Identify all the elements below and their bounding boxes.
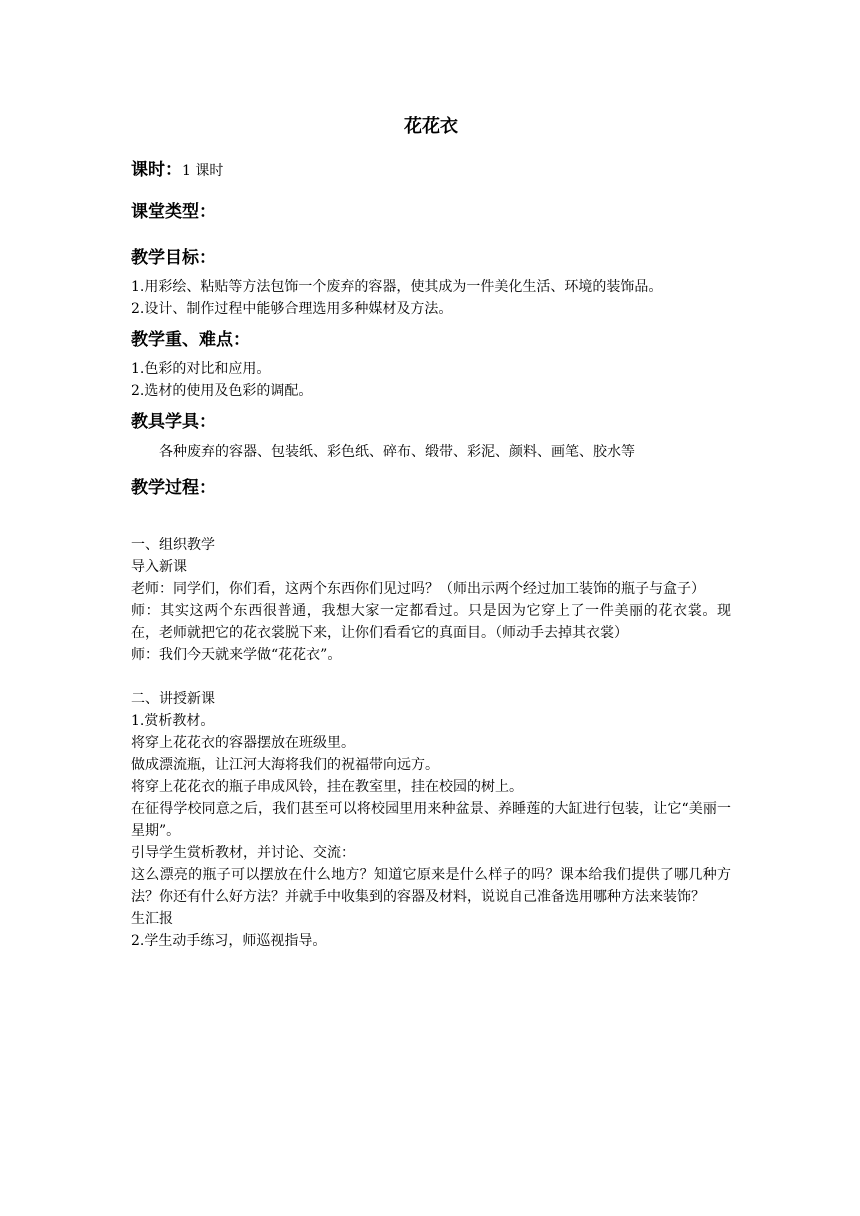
- materials-heading: 教具学具：: [131, 412, 216, 432]
- section-line: 1.赏析教材。: [131, 713, 215, 729]
- process-section-1: [131, 534, 731, 666]
- key-point-item: 2.选材的使用及色彩的调配。: [131, 383, 313, 399]
- key-point-item: 1.色彩的对比和应用。: [131, 361, 271, 377]
- objectives-heading: 教学目标：: [131, 248, 216, 268]
- section-line: 生汇报: [131, 911, 173, 927]
- section-line: 这么漂亮的瓶子可以摆放在什么地方？知道它原来是什么样子的吗？课本给我们提供了哪几种方法？你还有什么好方法？并就手中收集到的容器及材料，说说自己准备选用哪种方法来装饰？: [131, 867, 731, 905]
- class-type-heading: 课堂类型：: [131, 202, 216, 222]
- document-page: [131, 112, 731, 952]
- materials-text: 各种废弃的容器、包装纸、彩色纸、碎布、缎带、彩泥、颜料、画笔、胶水等: [159, 444, 635, 460]
- section-line: 师：其实这两个东西很普通，我想大家一定都看过。只是因为它穿上了一件美丽的花衣裳。现在，老师就把它的花衣裳脱下来，让你们看看它的真面目。（师动手去掉其衣裳）: [131, 603, 731, 641]
- class-hours-row: [131, 157, 731, 184]
- section-line: 导入新课: [131, 559, 187, 575]
- section-line: 将穿上花花衣的瓶子串成风铃，挂在教室里，挂在校园的树上。: [131, 779, 523, 795]
- key-points-heading: 教学重、难点：: [131, 330, 250, 350]
- class-hours-value: 1 课时: [182, 163, 224, 179]
- document-title: 花花衣: [404, 116, 458, 137]
- objectives-list: [131, 276, 731, 320]
- section-line: 老师：同学们，你们看，这两个东西你们见过吗？（师出示两个经过加工装饰的瓶子与盒子）: [131, 581, 705, 597]
- section-line: 2.学生动手练习，师巡视指导。: [131, 933, 327, 949]
- key-points-list: [131, 358, 731, 402]
- objective-item: 2.设计、制作过程中能够合理选用多种媒材及方法。: [131, 301, 453, 317]
- process-section-2: [131, 688, 731, 952]
- section-line: 师：我们今天就来学做“花花衣”。: [131, 647, 342, 663]
- process-heading: 教学过程：: [131, 478, 216, 498]
- section-line: 在征得学校同意之后，我们甚至可以将校园里用来种盆景、养睡莲的大缸进行包装，让它“美丽一星期”。: [131, 801, 731, 839]
- section-title: 一、组织教学: [131, 537, 215, 553]
- section-line: 做成漂流瓶，让江河大海将我们的祝福带向远方。: [131, 757, 439, 773]
- objective-item: 1.用彩绘、粘贴等方法包饰一个废弃的容器，使其成为一件美化生活、环境的装饰品。: [131, 279, 663, 295]
- class-hours-label: 课时：: [131, 160, 182, 180]
- section-line: 将穿上花花衣的容器摆放在班级里。: [131, 735, 355, 751]
- section-title: 二、讲授新课: [131, 691, 215, 707]
- section-line: 引导学生赏析教材，并讨论、交流：: [131, 845, 355, 861]
